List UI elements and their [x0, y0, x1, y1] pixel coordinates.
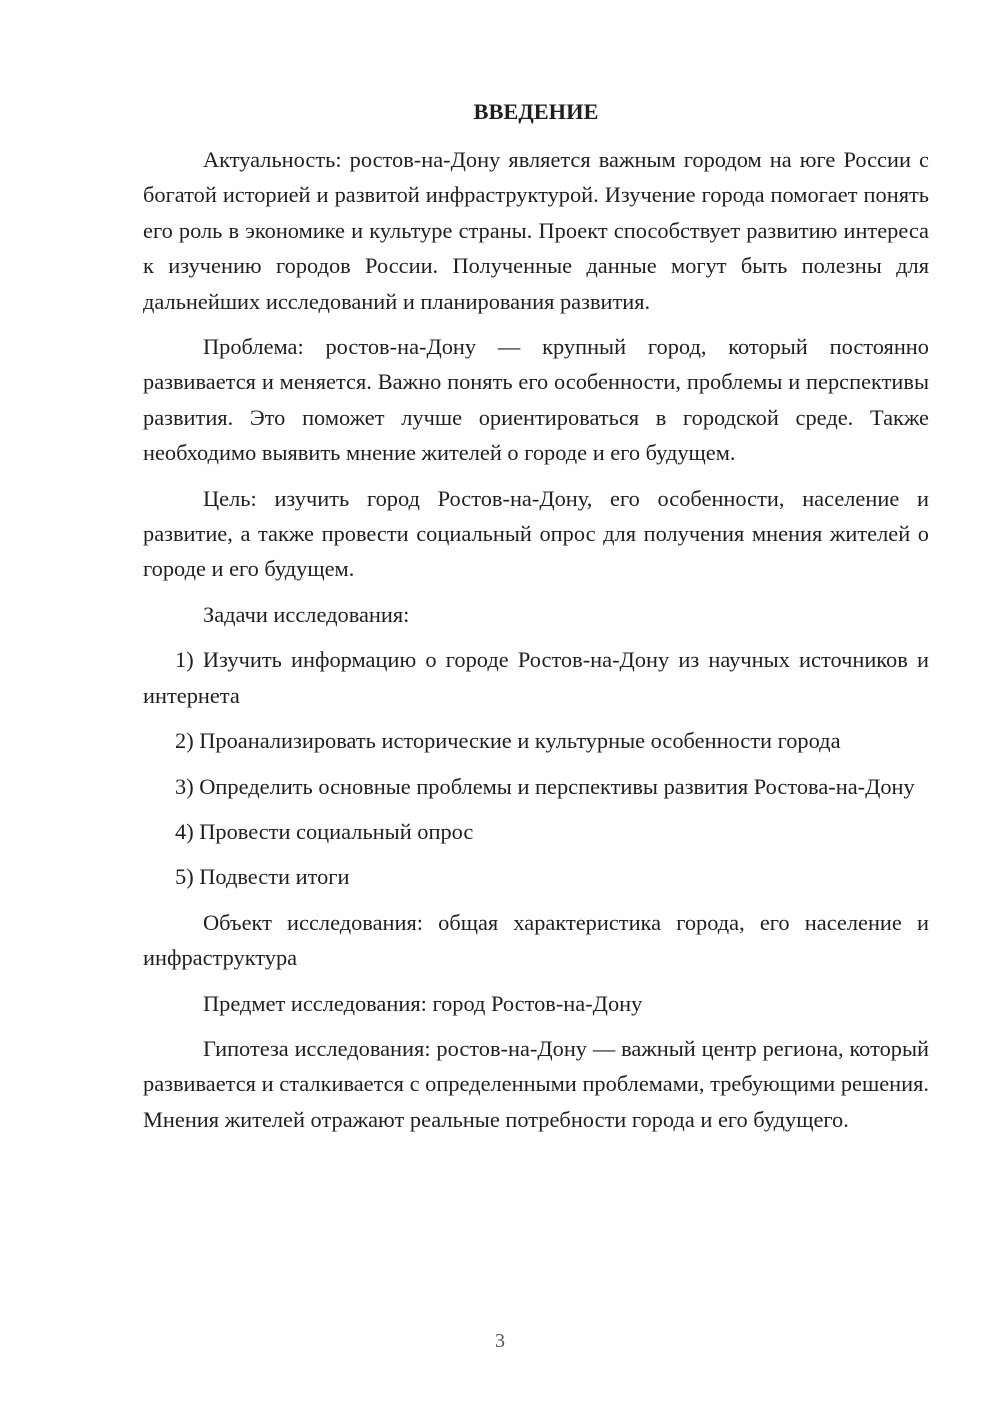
subject-paragraph: Предмет исследования: город Ростов-на-Дону	[203, 990, 643, 1016]
task-item-4: 4) Провести социальный опрос	[175, 818, 474, 844]
page-number: 3	[495, 1330, 505, 1352]
problem-paragraph: Проблема: ростов-на-Дону — крупный город, который постоянно развивается и меняется. Важно понять его особенности, проблемы и перспективы развития. Это поможет лучше ориентироваться в городской среде. Также необходимо выявить мнение жителей о городе и его будущем.	[143, 334, 929, 466]
task-item-2: 2) Проанализировать исторические и культурные особенности города	[175, 728, 841, 754]
task-item-3: 3) Определить основные проблемы и перспективы развития Ростова-на-Дону	[175, 773, 915, 799]
tasks-heading: Задачи исследования:	[203, 601, 410, 627]
document-page	[143, 94, 929, 1137]
goal-paragraph: Цель: изучить город Ростов-на-Дону, его особенности, население и развитие, а также провести социальный опрос для получения мнения жителей о городе и его будущем.	[143, 485, 929, 582]
hypothesis-paragraph: Гипотеза исследования: ростов-на-Дону — важный центр региона, который развивается и сталкивается с определенными проблемами, требующими решения. Мнения жителей отражают реальные потребности города и его будущего.	[143, 1035, 929, 1132]
task-item-5: 5) Подвести итоги	[175, 864, 350, 890]
task-item-1: 1) Изучить информацию о городе Ростов-на-Дону из научных источников и интернета	[143, 647, 929, 708]
section-title: ВВЕДЕНИЕ	[473, 99, 599, 124]
object-paragraph: Объект исследования: общая характеристика города, его население и инфраструктура	[143, 909, 929, 971]
relevance-paragraph: Актуальность: ростов-на-Дону является важным городом на юге России с богатой историей и развитой инфраструктурой. Изучение города помогает понять его роль в экономике и культуре страны. Проект способствует развитию интереса к изучению городов России. Полученные данные могут быть полезны для дальнейших исследований и планирования развития.	[143, 147, 929, 314]
